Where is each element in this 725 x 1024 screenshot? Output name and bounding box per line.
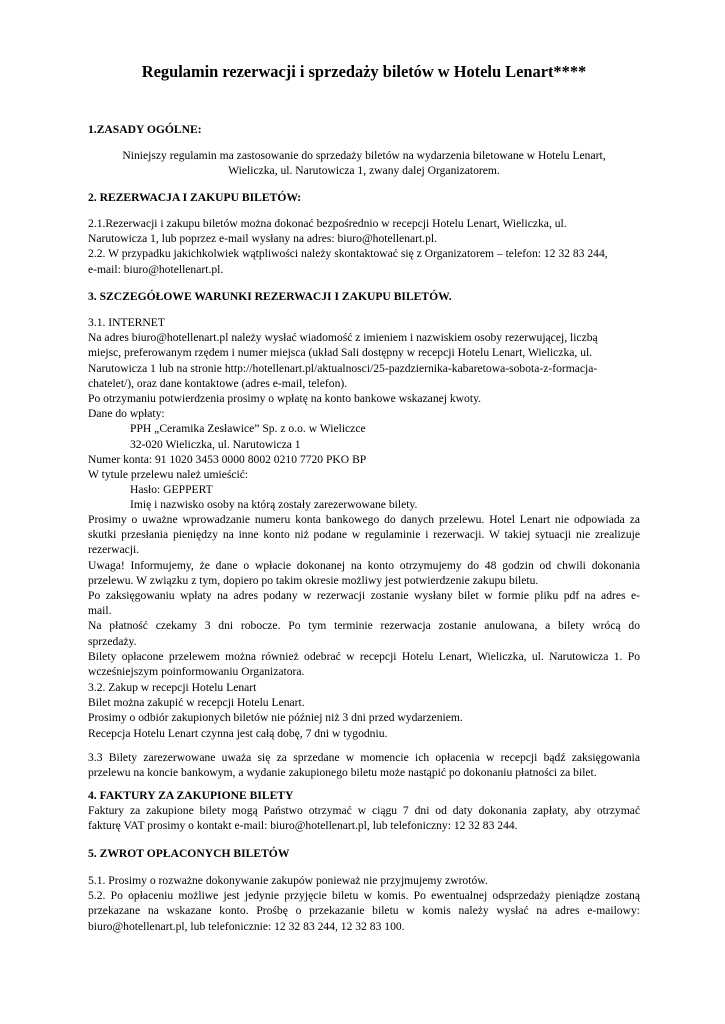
page-title: Regulamin rezerwacji i sprzedaży biletów w Hotelu Lenart**** <box>141 62 587 81</box>
text-line: W tytule przelewu należ umieścić: <box>88 468 249 482</box>
text-line: Wieliczka, ul. Narutowicza 1, zwany dalej Organizatorem. <box>228 164 500 178</box>
subsection-title: 3.1. INTERNET <box>88 316 165 329</box>
text-line: Uwaga! Informujemy, że dane o wpłacie dokonanej na konto otrzymujemy do 48 godzin od chwili dokonania <box>88 558 640 572</box>
text-line: wcześniejszym poinformowaniu Organizatora. <box>88 665 305 679</box>
section-2-heading: 2. REZERWACJA I ZAKUPU BILETÓW: <box>88 191 302 204</box>
text-line: miejsc, preferowanym rzędem i numer miejsca (układ Sali dostępny w recepcji Hotelu Lenart, Wieliczka, ul. <box>88 346 593 360</box>
text-line: fakturę VAT prosimy o kontakt e-mail: biuro@hotellenart.pl, lub telefoniczny: 12 32 83 244. <box>88 819 518 833</box>
text-line: Recepcja Hotelu Lenart czynna jest całą dobę, 7 dni w tygodniu. <box>88 726 388 740</box>
text-line: skutki przesłania pieniędzy na inne konto niż podane w regulaminie i rezerwacji. W takiej sytuacji nie zrealizuje <box>88 528 640 542</box>
text-line: Po otrzymaniu potwierdzenia prosimy o wpłatę na konto bankowe wskazanej kwoty. <box>88 392 482 406</box>
text-line: sprzedaży. <box>88 634 137 648</box>
text-line: 3.3 Bilety zarezerwowane uważa się za sprzedane w momencie ich opłacenia w recepcji bądź zaksięgowania <box>88 751 640 764</box>
text-line: Narutowicza 1 lub na stronie http://hotellenart.pl/aktualnosci/25-pazdziernika-kabaretowa-sobota-z-formacja- <box>88 361 598 375</box>
text-line: chatelet/), oraz dane kontaktowe (adres e-mail, telefon). <box>88 376 348 390</box>
text-line: Bilet można zakupić w recepcji Hotelu Lenart. <box>88 696 305 710</box>
text-line: rezerwacji. <box>88 543 140 557</box>
text-line: Narutowicza 1, lub poprzez e-mail wysłany na adres: biuro@hotellenart.pl. <box>88 232 438 246</box>
section-4-heading: 4. FAKTURY ZA ZAKUPIONE BILETY <box>88 789 294 802</box>
text-line: Hasło: GEPPERT <box>130 483 213 497</box>
text-line: Faktury za zakupione bilety mogą Państwo otrzymać w ciągu 7 dni od daty dokonania zapłaty, aby otrzymać <box>88 804 640 817</box>
section-1-heading: 1.ZASADY OGÓLNE: <box>88 123 202 136</box>
text-line: przekazane na wskazane konto. Prośbę o przekazanie biletu w komis należy wysłać na adres e-mailowy: <box>88 904 640 918</box>
text-line: 2.2. W przypadku jakichkolwiek wątpliwości należy skontaktować się z Organizatorem – telefon: 12 32 83 244, <box>88 247 608 261</box>
text-line: e-mail: biuro@hotellenart.pl. <box>88 262 224 276</box>
section-3-heading: 3. SZCZEGÓŁOWE WARUNKI REZERWACJI I ZAKUPU BILETÓW. <box>88 290 452 303</box>
text-line: przelewu na koncie bankowym, a wydanie zakupionego biletu może nastąpić po dokonaniu płatności za bilet. <box>88 766 597 780</box>
subsection-title: 3.2. Zakup w recepcji Hotelu Lenart <box>88 681 257 694</box>
section-4-body <box>88 803 640 833</box>
text-line: Niniejszy regulamin ma zastosowanie do sprzedaży biletów na wydarzenia biletowane w Hotelu Lenart, <box>122 149 606 162</box>
text-line: Prosimy o odbiór zakupionych biletów nie później niż 3 dni przed wydarzeniem. <box>88 711 463 725</box>
text-line: przelewu. W związku z tym, dopiero po takim okresie możliwy jest potwierdzenie zakupu biletu. <box>88 573 539 587</box>
text-line: Bilety opłacone przelewem można również odebrać w recepcji Hotelu Lenart, Wieliczka, ul. Narutowicza 1. Po <box>88 649 640 663</box>
text-line: Prosimy o uważne wprowadzanie numeru konta bankowego do danych przelewu. Hotel Lenart nie odpowiada za <box>88 513 640 526</box>
text-line: PPH „Ceramika Zesławice” Sp. z o.o. w Wieliczce <box>130 422 366 436</box>
text-line: 32-020 Wieliczka, ul. Narutowicza 1 <box>130 437 301 451</box>
text-line: Na adres biuro@hotellenart.pl należy wysłać wiadomość z imieniem i nazwiskiem osoby rezerwującej, liczbą <box>88 331 598 345</box>
section-3-reception <box>88 680 640 741</box>
section-1-body <box>88 148 640 178</box>
text-line: Imię i nazwisko osoby na którą zostały zarezerwowane bilety. <box>130 498 418 512</box>
text-line: 5.2. Po opłaceniu możliwe jest jedynie przyjęcie biletu w komis. Po ewentualnej odsprzedaży pieniądze zostaną <box>88 889 640 903</box>
section-2-body <box>88 216 640 277</box>
text-line: 2.1.Rezerwacji i zakupu biletów można dokonać bezpośrednio w recepcji Hotelu Lenart, Wieliczka, ul. <box>88 217 567 230</box>
text-line: Dane do wpłaty: <box>88 407 165 421</box>
section-3-3 <box>88 750 640 780</box>
section-3-internet <box>88 315 640 513</box>
text-line: biuro@hotellenart.pl, lub telefonicznie: 12 32 83 244, 12 32 83 100. <box>88 919 405 933</box>
text-line: 5.1. Prosimy o rozważne dokonywanie zakupów ponieważ nie przyjmujemy zwrotów. <box>88 874 488 887</box>
section-3-warnings <box>88 512 640 679</box>
text-line: Po zaksięgowaniu wpłaty na adres podany w rezerwacji zostanie wysłany bilet w formie pliku pdf na adres e- <box>88 589 640 603</box>
text-line: mail. <box>88 604 112 618</box>
section-5-body <box>88 873 640 934</box>
text-line: Numer konta: 91 1020 3453 0000 8002 0210 7720 PKO BP <box>88 452 367 466</box>
text-line: Na płatność czekamy 3 dni robocze. Po tym terminie rezerwacja zostanie anulowana, a bilety wrócą do <box>88 619 640 633</box>
section-5-heading: 5. ZWROT OPŁACONYCH BILETÓW <box>88 847 290 860</box>
